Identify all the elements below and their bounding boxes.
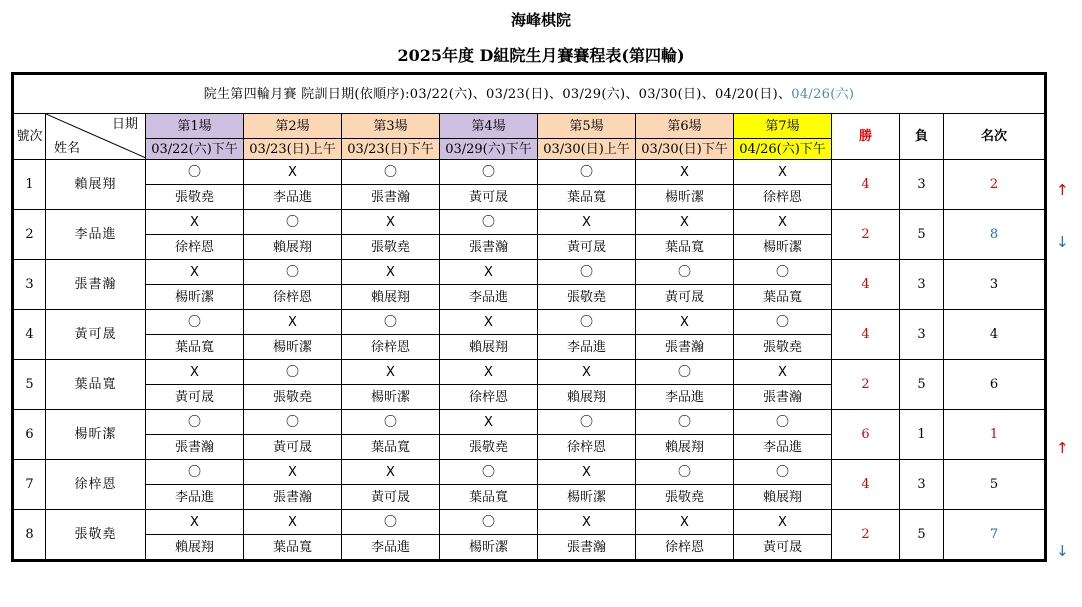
result-mark: 〇 (146, 460, 244, 485)
player-row (13, 210, 1046, 235)
opponent-name: 賴展翔 (146, 535, 244, 561)
win-count: 4 (832, 260, 900, 310)
player-name: 賴展翔 (46, 160, 146, 210)
opponent-name: 楊昕潔 (342, 385, 440, 410)
round-6-date: 03/30(日)下午 (636, 139, 734, 160)
result-mark: 〇 (440, 160, 538, 185)
player-name: 張敬堯 (46, 510, 146, 561)
opponent-name: 賴展翔 (636, 435, 734, 460)
loss-count: 5 (900, 510, 944, 561)
loss-count: 5 (900, 210, 944, 260)
round-1-date: 03/22(六)下午 (146, 139, 244, 160)
opponent-name: 楊昕潔 (636, 185, 734, 210)
result-mark: X (244, 310, 342, 335)
opponent-name: 徐梓恩 (734, 185, 832, 210)
schedule-table (11, 72, 1047, 562)
result-mark: X (734, 510, 832, 535)
opponent-name: 張敬堯 (244, 385, 342, 410)
player-row (13, 360, 1046, 385)
rank-value: 7 (944, 510, 1046, 561)
result-mark: X (244, 460, 342, 485)
opponent-name: 徐梓恩 (342, 335, 440, 360)
player-row (13, 460, 1046, 485)
opponent-name: 黃可晟 (146, 385, 244, 410)
opponent-name: 徐梓恩 (440, 385, 538, 410)
player-number: 1 (13, 160, 46, 210)
result-mark: X (146, 260, 244, 285)
loss-count: 3 (900, 460, 944, 510)
round-4-header: 第4場 (440, 114, 538, 139)
result-mark: 〇 (146, 160, 244, 185)
opponent-name: 黃可晟 (244, 435, 342, 460)
rank-up-arrow-icon: ↑ (1056, 181, 1069, 199)
opponent-name: 張敬堯 (636, 485, 734, 510)
result-mark: X (440, 260, 538, 285)
rank-value: 6 (944, 360, 1046, 410)
result-mark: 〇 (734, 410, 832, 435)
result-mark: 〇 (538, 260, 636, 285)
result-mark: 〇 (244, 260, 342, 285)
opponent-name: 張敬堯 (440, 435, 538, 460)
round-2-header: 第2場 (244, 114, 342, 139)
opponent-name: 張敬堯 (538, 285, 636, 310)
opponent-name: 李品進 (244, 185, 342, 210)
win-count: 2 (832, 510, 900, 561)
result-mark: X (636, 210, 734, 235)
player-number: 5 (13, 360, 46, 410)
round-5-header: 第5場 (538, 114, 636, 139)
opponent-name: 黃可晟 (734, 535, 832, 561)
loss-count: 3 (900, 310, 944, 360)
result-mark: 〇 (244, 210, 342, 235)
opponent-name: 葉品寬 (342, 435, 440, 460)
rank-value: 1 (944, 410, 1046, 460)
round-4-date: 03/29(六)下午 (440, 139, 538, 160)
rank-value: 3 (944, 260, 1046, 310)
round-3-date: 03/23(日)下午 (342, 139, 440, 160)
round-7-header: 第7場 (734, 114, 832, 139)
opponent-name: 楊昕潔 (440, 535, 538, 561)
result-mark: X (538, 510, 636, 535)
result-mark: 〇 (342, 410, 440, 435)
result-mark: X (440, 310, 538, 335)
opponent-name: 葉品寬 (538, 185, 636, 210)
opponent-name: 黃可晟 (538, 235, 636, 260)
result-mark: 〇 (342, 310, 440, 335)
result-mark: 〇 (734, 310, 832, 335)
player-name: 張書瀚 (46, 260, 146, 310)
date-name-header (46, 114, 146, 160)
result-mark: 〇 (342, 160, 440, 185)
round-2-date: 03/23(日)上午 (244, 139, 342, 160)
player-row (13, 310, 1046, 335)
round-6-header: 第6場 (636, 114, 734, 139)
schedule-title: 2025年度 D組院生月賽賽程表(第四輪) (397, 46, 685, 65)
player-row (13, 510, 1046, 535)
player-row (13, 260, 1046, 285)
opponent-name: 李品進 (342, 535, 440, 561)
opponent-name: 葉品寬 (440, 485, 538, 510)
result-mark: 〇 (440, 460, 538, 485)
loss-count: 5 (900, 360, 944, 410)
win-count: 2 (832, 360, 900, 410)
result-mark: X (734, 160, 832, 185)
training-date-highlight: 04/26(六) (791, 86, 855, 102)
loss-header: 負 (900, 114, 944, 160)
result-mark: 〇 (244, 410, 342, 435)
result-mark: 〇 (636, 460, 734, 485)
result-mark: 〇 (146, 310, 244, 335)
player-number: 6 (13, 410, 46, 460)
rank-value: 8 (944, 210, 1046, 260)
result-mark: X (538, 460, 636, 485)
result-mark: X (636, 160, 734, 185)
opponent-name: 楊昕潔 (538, 485, 636, 510)
rank-down-arrow-icon: ↓ (1056, 232, 1069, 251)
opponent-name: 張敬堯 (734, 335, 832, 360)
opponent-name: 李品進 (636, 385, 734, 410)
org-title: 海峰棋院 (510, 11, 571, 29)
player-name: 黃可晟 (46, 310, 146, 360)
round-5-date: 03/30(日)上午 (538, 139, 636, 160)
result-mark: 〇 (636, 260, 734, 285)
round-3-header: 第3場 (342, 114, 440, 139)
loss-count: 3 (900, 160, 944, 210)
rank-down-arrow-icon: ↓ (1056, 542, 1069, 561)
player-row (13, 160, 1046, 185)
opponent-name: 楊昕潔 (734, 235, 832, 260)
opponent-name: 葉品寬 (146, 335, 244, 360)
win-count: 6 (832, 410, 900, 460)
result-mark: X (146, 210, 244, 235)
round-7-date: 04/26(六)下午 (734, 139, 832, 160)
opponent-name: 葉品寬 (734, 285, 832, 310)
result-mark: 〇 (538, 410, 636, 435)
result-mark: X (538, 210, 636, 235)
opponent-name: 李品進 (734, 435, 832, 460)
opponent-name: 張書瀚 (440, 235, 538, 260)
rank-value: 4 (944, 310, 1046, 360)
result-mark: X (342, 460, 440, 485)
result-mark: 〇 (734, 460, 832, 485)
win-count: 4 (832, 310, 900, 360)
player-name: 楊昕潔 (46, 410, 146, 460)
rank-value: 2 (944, 160, 1046, 210)
result-mark: 〇 (146, 410, 244, 435)
opponent-name: 張書瀚 (342, 185, 440, 210)
player-row (13, 410, 1046, 435)
result-mark: X (734, 360, 832, 385)
result-mark: X (734, 210, 832, 235)
opponent-name: 楊昕潔 (146, 285, 244, 310)
round-1-header: 第1場 (146, 114, 244, 139)
result-mark: X (244, 510, 342, 535)
opponent-name: 黃可晟 (342, 485, 440, 510)
result-mark: 〇 (342, 510, 440, 535)
player-number: 4 (13, 310, 46, 360)
result-mark: 〇 (538, 310, 636, 335)
result-mark: 〇 (440, 210, 538, 235)
result-mark: X (342, 210, 440, 235)
opponent-name: 賴展翔 (440, 335, 538, 360)
opponent-name: 張書瀚 (734, 385, 832, 410)
opponent-name: 張敬堯 (342, 235, 440, 260)
opponent-name: 葉品寬 (636, 235, 734, 260)
result-mark: 〇 (636, 360, 734, 385)
win-count: 4 (832, 160, 900, 210)
date-label: 日期 (111, 117, 138, 132)
opponent-name: 徐梓恩 (146, 235, 244, 260)
result-mark: X (244, 160, 342, 185)
opponent-name: 徐梓恩 (538, 435, 636, 460)
result-mark: X (636, 510, 734, 535)
opponent-name: 賴展翔 (342, 285, 440, 310)
opponent-name: 賴展翔 (538, 385, 636, 410)
opponent-name: 李品進 (538, 335, 636, 360)
player-number: 8 (13, 510, 46, 561)
opponent-name: 徐梓恩 (244, 285, 342, 310)
opponent-name: 黃可晟 (636, 285, 734, 310)
opponent-name: 賴展翔 (734, 485, 832, 510)
result-mark: 〇 (244, 360, 342, 385)
result-mark: X (440, 410, 538, 435)
win-count: 2 (832, 210, 900, 260)
player-number: 3 (13, 260, 46, 310)
opponent-name: 黃可晟 (440, 185, 538, 210)
opponent-name: 李品進 (440, 285, 538, 310)
training-dates-text: 院生第四輪月賽 院訓日期(依順序):03/22(六)、03/23(日)、03/29(六)、03/30(日)、04/20(日)、 (203, 86, 792, 102)
opponent-name: 張書瀚 (244, 485, 342, 510)
loss-count: 1 (900, 410, 944, 460)
player-number: 7 (13, 460, 46, 510)
result-mark: X (538, 360, 636, 385)
result-mark: X (440, 360, 538, 385)
opponent-name: 徐梓恩 (636, 535, 734, 561)
player-name: 葉品寬 (46, 360, 146, 410)
result-mark: X (342, 360, 440, 385)
opponent-name: 葉品寬 (244, 535, 342, 561)
win-count: 4 (832, 460, 900, 510)
result-mark: X (146, 510, 244, 535)
loss-count: 3 (900, 260, 944, 310)
rank-value: 5 (944, 460, 1046, 510)
rank-up-arrow-icon: ↑ (1056, 439, 1069, 457)
training-dates-note (13, 74, 1046, 114)
result-mark: X (342, 260, 440, 285)
player-number: 2 (13, 210, 46, 260)
win-header: 勝 (832, 114, 900, 160)
col-no-header: 號次 (13, 114, 46, 160)
result-mark: 〇 (538, 160, 636, 185)
name-label: 姓名 (54, 141, 81, 156)
player-name: 李品進 (46, 210, 146, 260)
opponent-name: 張書瀚 (146, 435, 244, 460)
result-mark: 〇 (734, 260, 832, 285)
opponent-name: 張敬堯 (146, 185, 244, 210)
rank-header: 名次 (944, 114, 1046, 160)
result-mark: 〇 (636, 410, 734, 435)
opponent-name: 李品進 (146, 485, 244, 510)
opponent-name: 張書瀚 (636, 335, 734, 360)
opponent-name: 張書瀚 (538, 535, 636, 561)
result-mark: X (146, 360, 244, 385)
opponent-name: 賴展翔 (244, 235, 342, 260)
player-name: 徐梓恩 (46, 460, 146, 510)
result-mark: 〇 (440, 510, 538, 535)
opponent-name: 楊昕潔 (244, 335, 342, 360)
result-mark: X (636, 310, 734, 335)
